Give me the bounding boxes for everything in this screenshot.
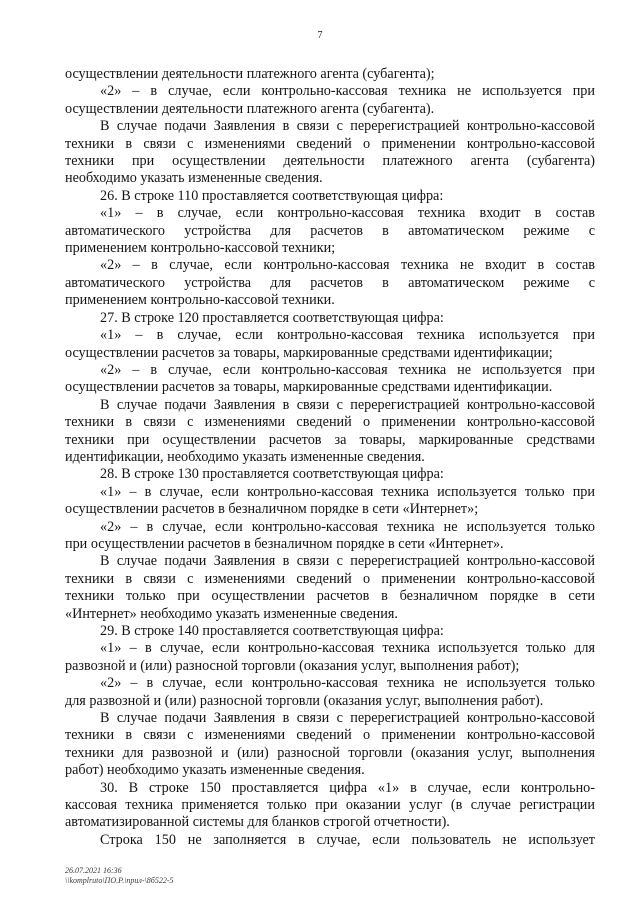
text-line: «Интернет» необходимо указать измененные сведения.	[65, 605, 398, 622]
text-line: В случае подачи Заявления в связи с перерегистрацией контрольно-кассовой	[100, 396, 595, 413]
text-line: техники только при осуществлении расчетов в безналичном порядке в сети	[65, 588, 595, 605]
text-line: «1» – в случае, если контрольно-кассовая техника используется только для	[100, 640, 595, 657]
text-line: техники в связи с изменениями сведений о применении контрольно-кассовой	[65, 570, 595, 587]
text-line: «2» – в случае, если контрольно-кассовая техника не используется только	[100, 518, 595, 535]
text-line: необходимо указать измененные сведения.	[65, 170, 323, 187]
text-line: «1» – в случае, если контрольно-кассовая техника используется только при	[100, 483, 595, 500]
document-body	[65, 66, 595, 849]
text-line: техники в связи с изменениями сведений о применении контрольно-кассовой	[65, 414, 595, 431]
text-line: осуществлении расчетов в безналичном порядке в сети «Интернет»;	[65, 501, 479, 518]
text-line: применением контрольно-кассовой техники;	[65, 240, 336, 257]
text-line: осуществлении деятельности платежного агента (субагента);	[65, 66, 435, 82]
text-line: осуществлении деятельности платежного агента (субагента).	[65, 100, 435, 117]
text-line: техники в связи с изменениями сведений о применении контрольно-кассовой	[65, 135, 595, 152]
text-line: осуществлении расчетов за товары, маркированные средствами идентификации.	[65, 379, 553, 396]
text-line: техники при осуществлении расчетов за товары, маркированные средствами	[65, 431, 595, 448]
document-footer	[65, 866, 173, 886]
text-line: техники для развозной и (или) разносной торговли (оказания услуг, выполнения	[65, 744, 595, 761]
text-line: осуществлении расчетов за товары, маркированные средствами идентификации;	[65, 344, 553, 361]
text-line: кассовая техника применяется только при оказании услуг (в случае регистрации	[65, 797, 595, 814]
text-line: В случае подачи Заявления в связи с перерегистрацией контрольно-кассовой	[100, 553, 595, 570]
text-line: «2» – в случае, если контрольно-кассовая техника не используется при	[100, 83, 595, 100]
text-line: «2» – в случае, если контрольно-кассовая техника не используется при	[100, 361, 595, 378]
text-line: автоматизированной системы для бланков строгой отчетности).	[65, 814, 450, 831]
text-line: техники в связи с изменениями сведений о применении контрольно-кассовой	[65, 727, 595, 744]
text-line: 26. В строке 110 проставляется соответствующая цифра:	[100, 187, 444, 204]
text-line: «1» – в случае, если контрольно-кассовая техника используется при	[100, 327, 595, 344]
text-line: работ) необходимо указать измененные сведения.	[65, 762, 365, 779]
page-number: 7	[317, 30, 323, 41]
text-line: 28. В строке 130 проставляется соответствующая цифра:	[100, 466, 444, 483]
text-line: 30. В строке 150 проставляется цифра «1» в случае, если контрольно-	[100, 779, 595, 796]
text-line: Строка 150 не заполняется в случае, если пользователь не использует	[100, 831, 595, 848]
text-line: «2» – в случае, если контрольно-кассовая техника не используется только	[100, 675, 595, 692]
text-line: автоматического устройства для расчетов в автоматическом режиме с	[65, 274, 595, 291]
text-line: идентификации, необходимо указать измененные сведения.	[65, 448, 425, 465]
text-line: В случае подачи Заявления в связи с перерегистрацией контрольно-кассовой	[100, 710, 595, 727]
text-line: развозной и (или) разносной торговли (оказания услуг, выполнения работ);	[65, 657, 520, 674]
text-line: при осуществлении расчетов в безналичном порядке в сети «Интернет».	[65, 535, 504, 552]
text-line: В случае подачи Заявления в связи с перерегистрацией контрольно-кассовой	[100, 118, 595, 135]
text-line: для развозной и (или) разносной торговли (оказания услуг, выполнения работ).	[65, 692, 544, 709]
footer-date: 26.07.2021 16:36	[65, 866, 122, 875]
text-line: применением контрольно-кассовой техники.	[65, 292, 335, 309]
text-line: автоматического устройства для расчетов в автоматическом режиме с	[65, 222, 595, 239]
text-line: «1» – в случае, если контрольно-кассовая техника входит в состав	[100, 205, 595, 222]
text-line: «2» – в случае, если контрольно-кассовая техника не входит в состав	[100, 257, 595, 274]
text-line: 29. В строке 140 проставляется соответствующая цифра:	[100, 623, 444, 639]
text-line: техники при осуществлении деятельности платежного агента (субагента)	[65, 153, 595, 170]
text-line: 27. В строке 120 проставляется соответствующая цифра:	[100, 309, 444, 326]
footer-file-path: \\komplruto\ПО.Р.\прил-\8б522-5	[65, 876, 174, 885]
